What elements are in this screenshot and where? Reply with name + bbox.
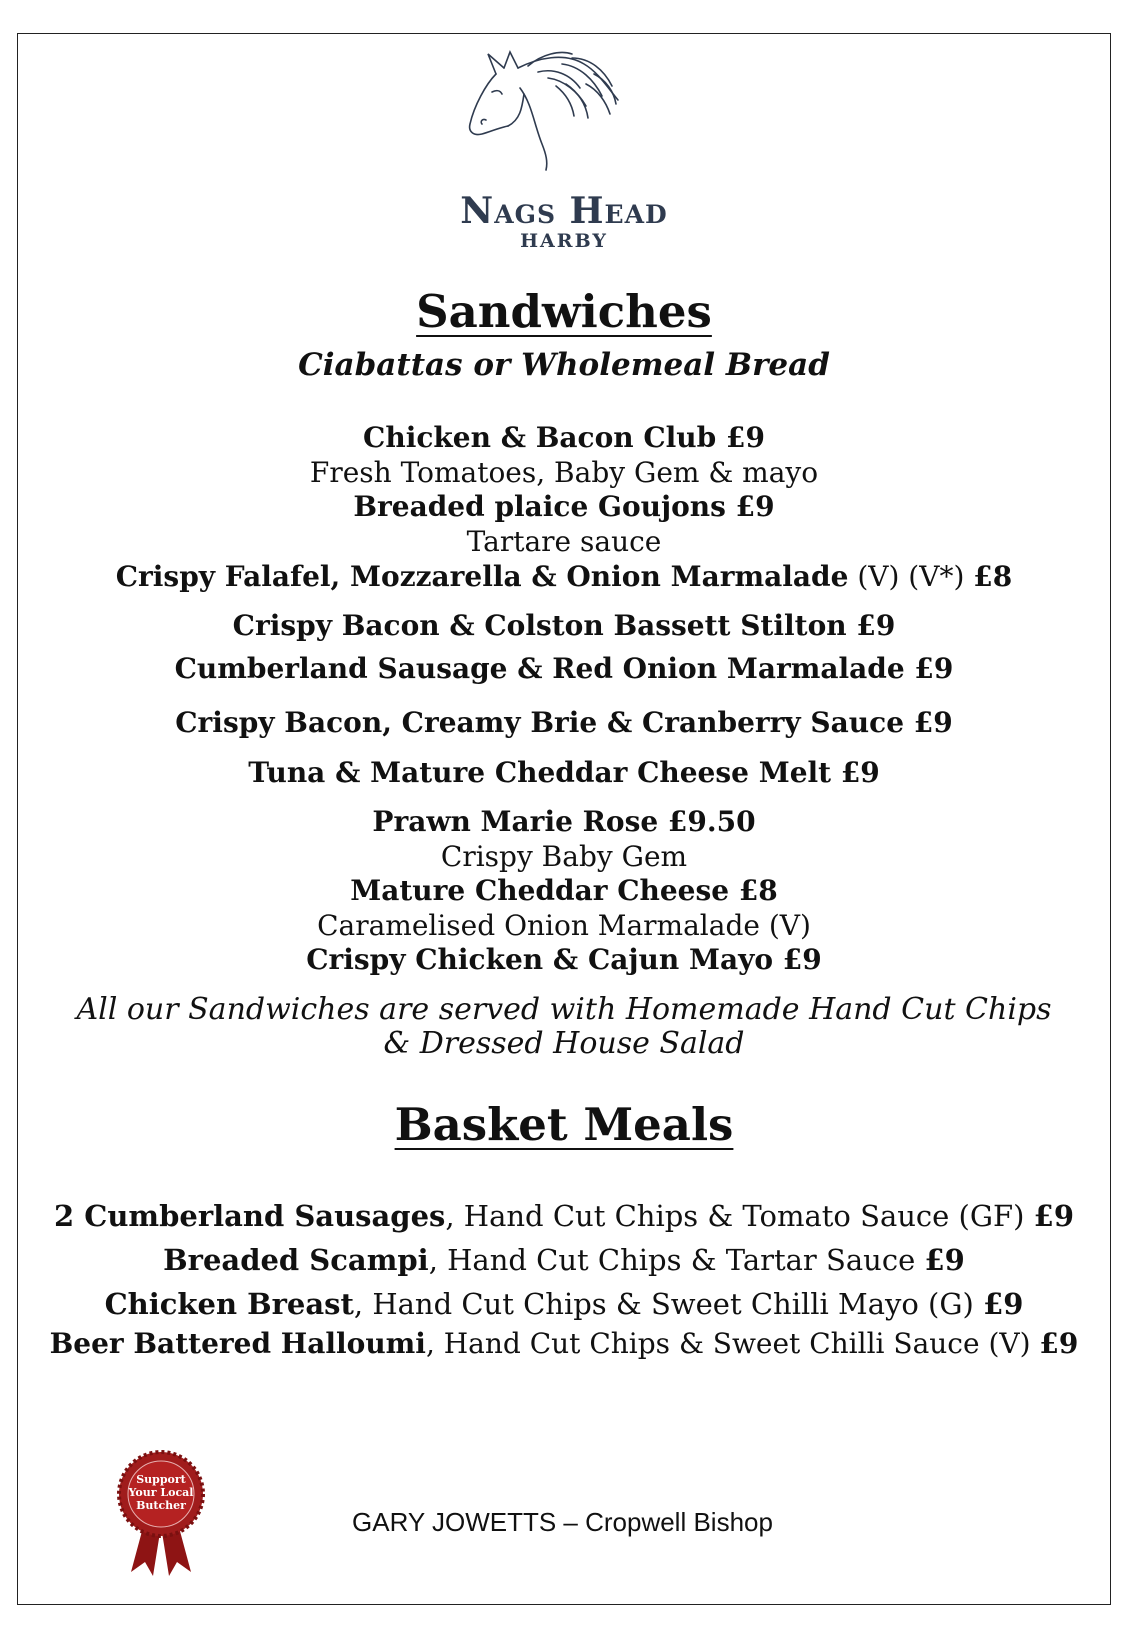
basket-item-name: Chicken Breast: [104, 1287, 354, 1321]
horse-head-logo: [468, 44, 668, 184]
basket-item-price: £9: [924, 1243, 965, 1277]
basket-item: [0, 1242, 1128, 1278]
menu-item-name: Tuna & Mature Cheddar Cheese Melt £9: [248, 756, 880, 789]
basket-item-name: Breaded Scampi: [163, 1243, 429, 1277]
basket-item-name: 2 Cumberland Sausages: [53, 1199, 446, 1233]
basket-item-price: £9: [1033, 1199, 1075, 1233]
support-local-butcher-rosette-icon: [115, 1450, 207, 1580]
sandwiches-subtitle: Ciabattas or Wholemeal Bread: [298, 347, 830, 383]
menu-item-price: £8: [973, 560, 1013, 593]
basket-item-name: Beer Battered Halloumi: [49, 1327, 426, 1360]
brand-name: Nags Head: [460, 190, 668, 232]
butcher-credit: GARY JOWETTS – Cropwell Bishop: [352, 1507, 773, 1537]
sandwiches-heading: Sandwiches: [416, 285, 712, 338]
menu-item-name: Prawn Marie Rose £9.50: [372, 805, 756, 838]
menu-item-name: Cumberland Sausage & Red Onion Marmalade £9: [174, 652, 954, 685]
basket-item: [0, 1286, 1128, 1322]
basket-item-description: , Hand Cut Chips & Tomato Sauce (GF): [445, 1199, 1034, 1233]
basket-item-description: , Hand Cut Chips & Sweet Chilli Sauce (V): [425, 1327, 1040, 1360]
sandwiches-note: & Dressed House Salad: [383, 1026, 745, 1061]
menu-item-name: Crispy Bacon & Colston Bassett Stilton £9: [232, 609, 896, 642]
menu-item-name: Crispy Falafel, Mozzarella & Onion Marmalade: [115, 560, 849, 593]
menu-item-name: Breaded plaice Goujons £9: [353, 490, 775, 523]
menu-item-description: Caramelised Onion Marmalade (V): [317, 909, 811, 942]
menu-item-name: Crispy Chicken & Cajun Mayo £9: [306, 943, 822, 976]
basket-item: [0, 1326, 1128, 1362]
menu-item-name: Chicken & Bacon Club £9: [363, 421, 765, 454]
basket-item-price: £9: [1039, 1327, 1079, 1360]
basket-item-description: , Hand Cut Chips & Sweet Chilli Mayo (G): [353, 1287, 984, 1321]
brand-place: HARBY: [520, 230, 608, 252]
basket-meals-heading: Basket Meals: [394, 1098, 734, 1151]
menu-item-description: Tartare sauce: [466, 525, 662, 558]
menu-item-name: Crispy Bacon, Creamy Brie & Cranberry Sauce £9: [175, 706, 953, 739]
menu-item-name: Mature Cheddar Cheese £8: [350, 874, 778, 907]
basket-item-description: , Hand Cut Chips & Tartar Sauce: [428, 1243, 925, 1277]
basket-item: [0, 1198, 1128, 1234]
badge-text: Butcher: [136, 1499, 186, 1512]
menu-item-description: Crispy Baby Gem: [440, 840, 688, 873]
badge-text: Support: [136, 1473, 186, 1486]
dietary-tags: (V) (V*): [857, 560, 965, 593]
menu-item: [0, 559, 1128, 595]
menu-item-description: Fresh Tomatoes, Baby Gem & mayo: [309, 456, 819, 489]
badge-text: Your Local: [128, 1486, 194, 1499]
basket-item-price: £9: [983, 1287, 1024, 1321]
sandwiches-note: All our Sandwiches are served with Homemade Hand Cut Chips: [76, 992, 1052, 1027]
